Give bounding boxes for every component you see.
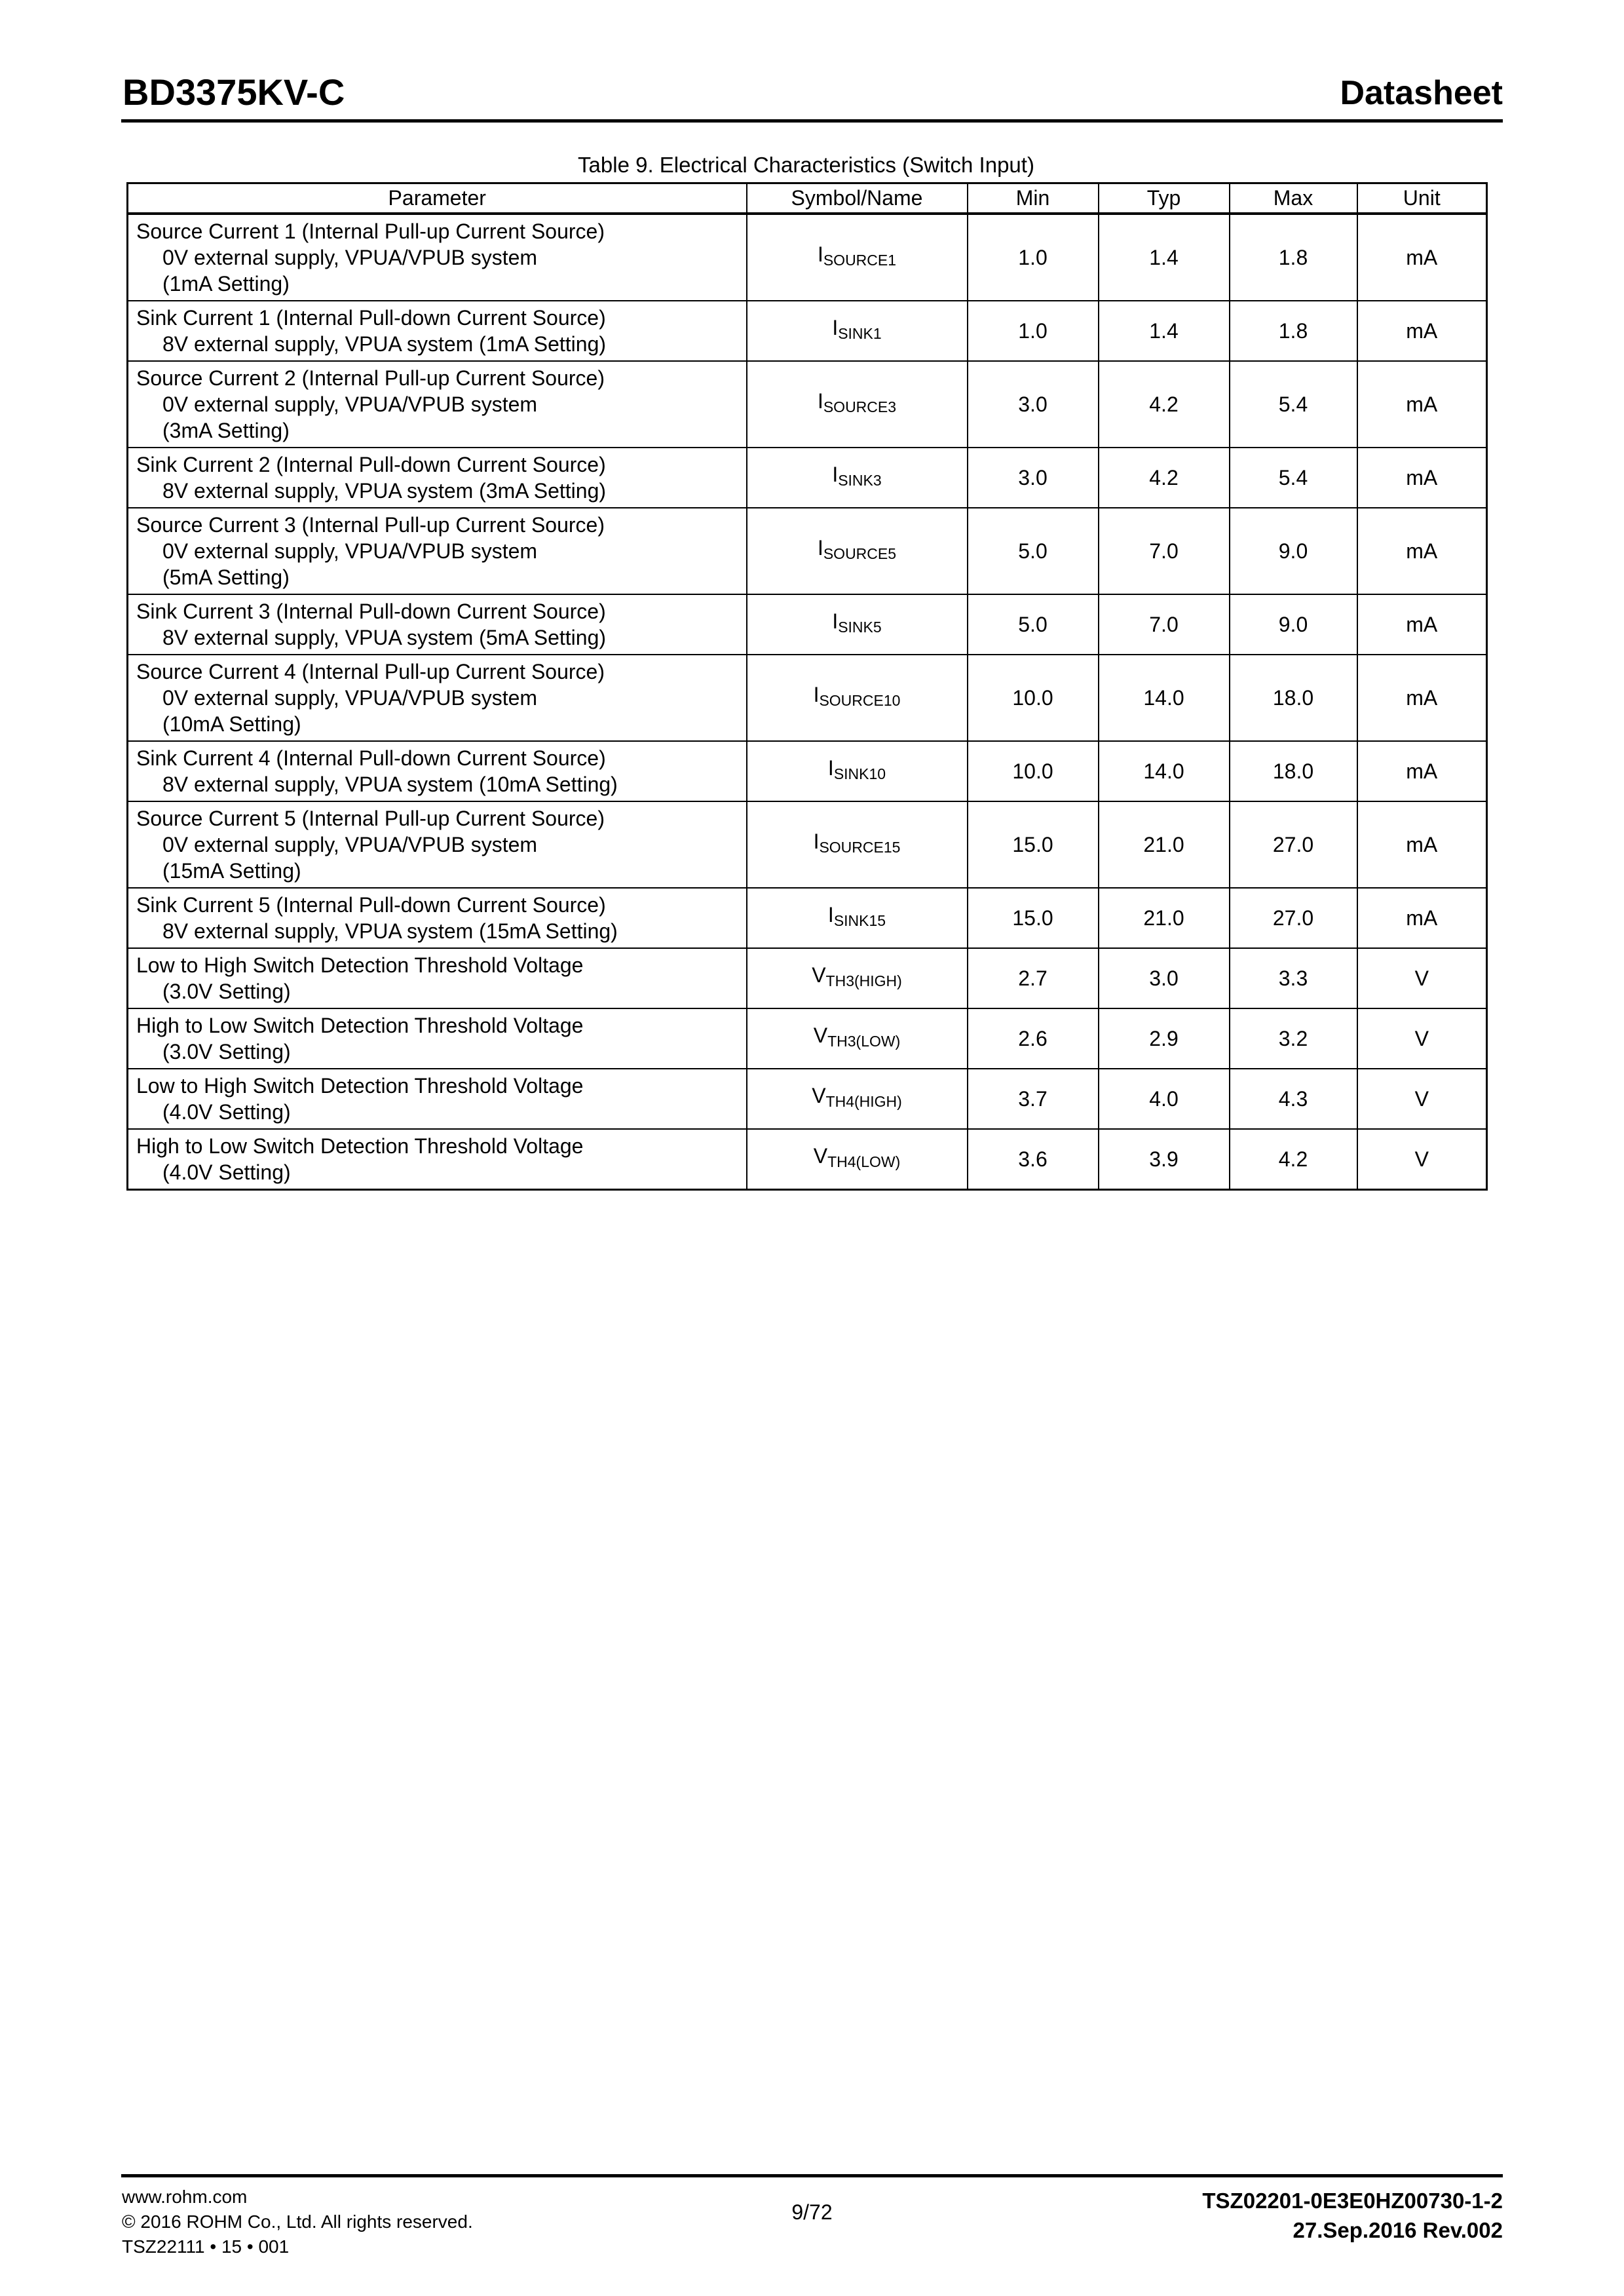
symbol-base: I: [813, 830, 820, 853]
symbol-subscript: SOURCE5: [823, 545, 897, 562]
typ-cell: 14.0: [1099, 741, 1230, 801]
symbol-cell: [747, 1008, 968, 1069]
symbol-base: I: [813, 683, 820, 706]
parameter-line: 0V external supply, VPUA/VPUB system: [162, 685, 538, 710]
min-cell: 5.0: [968, 594, 1099, 655]
footer-doc-code-right: TSZ02201-0E3E0HZ00730-1-2: [1202, 2189, 1503, 2213]
unit-cell: mA: [1357, 741, 1487, 801]
parameter-line: High to Low Switch Detection Threshold Voltage: [136, 1013, 584, 1037]
min-cell: 1.0: [968, 301, 1099, 361]
parameter-cell: [128, 1129, 747, 1190]
symbol-subscript: SOURCE10: [819, 692, 901, 709]
parameter-cell: [128, 1069, 747, 1129]
min-cell: 1.0: [968, 214, 1099, 301]
unit-cell: mA: [1357, 301, 1487, 361]
doc-type-label: Datasheet: [1340, 74, 1503, 112]
max-cell: 27.0: [1230, 888, 1357, 948]
parameter-cell: [128, 508, 747, 594]
unit-cell: mA: [1357, 594, 1487, 655]
page-number: 9/72: [791, 2200, 833, 2224]
symbol-subscript: SINK5: [838, 619, 882, 636]
col-header-min: Min: [968, 183, 1099, 214]
max-cell: 27.0: [1230, 801, 1357, 888]
min-cell: 15.0: [968, 888, 1099, 948]
table-row: [128, 801, 1487, 888]
parameter-cell: [128, 801, 747, 888]
typ-cell: 4.0: [1099, 1069, 1230, 1129]
symbol-base: V: [813, 1144, 828, 1168]
col-header-typ: Typ: [1099, 183, 1230, 214]
copyright-notice: © 2016 ROHM Co., Ltd. All rights reserved.: [122, 2211, 473, 2232]
symbol-subscript: SINK10: [833, 765, 886, 782]
parameter-line: Low to High Switch Detection Threshold Voltage: [136, 1073, 584, 1098]
max-cell: 4.3: [1230, 1069, 1357, 1129]
parameter-line: Source Current 1 (Internal Pull-up Current Source): [136, 219, 605, 243]
unit-cell: mA: [1357, 448, 1487, 508]
symbol-cell: [747, 214, 968, 301]
parameter-line: (10mA Setting): [162, 712, 301, 736]
typ-cell: 14.0: [1099, 655, 1230, 741]
min-cell: 5.0: [968, 508, 1099, 594]
parameter-cell: [128, 1008, 747, 1069]
symbol-subscript: SOURCE15: [819, 839, 901, 856]
symbol-base: V: [813, 1024, 828, 1047]
table-row: [128, 1069, 1487, 1129]
unit-cell: mA: [1357, 888, 1487, 948]
symbol-subscript: TH4(LOW): [827, 1153, 901, 1170]
unit-cell: V: [1357, 1069, 1487, 1129]
table-row: [128, 594, 1487, 655]
table-row: [128, 948, 1487, 1008]
typ-cell: 21.0: [1099, 801, 1230, 888]
symbol-cell: [747, 1069, 968, 1129]
parameter-cell: [128, 594, 747, 655]
symbol-cell: [747, 741, 968, 801]
min-cell: 10.0: [968, 655, 1099, 741]
typ-cell: 3.9: [1099, 1129, 1230, 1190]
footer-rule: [121, 2174, 1503, 2177]
table-row: [128, 888, 1487, 948]
min-cell: 3.6: [968, 1129, 1099, 1190]
typ-cell: 2.9: [1099, 1008, 1230, 1069]
parameter-line: Source Current 5 (Internal Pull-up Current Source): [136, 806, 605, 830]
parameter-line: 0V external supply, VPUA/VPUB system: [162, 539, 538, 563]
parameter-line: Sink Current 2 (Internal Pull-down Current Source): [136, 452, 606, 476]
symbol-cell: [747, 801, 968, 888]
table-row: [128, 361, 1487, 448]
max-cell: 18.0: [1230, 741, 1357, 801]
unit-cell: mA: [1357, 508, 1487, 594]
parameter-line: (3mA Setting): [162, 418, 290, 442]
parameter-line: Sink Current 3 (Internal Pull-down Current Source): [136, 599, 606, 623]
typ-cell: 1.4: [1099, 214, 1230, 301]
symbol-base: I: [827, 756, 834, 780]
col-header-max: Max: [1230, 183, 1357, 214]
max-cell: 18.0: [1230, 655, 1357, 741]
parameter-line: 0V external supply, VPUA/VPUB system: [162, 832, 538, 856]
typ-cell: 21.0: [1099, 888, 1230, 948]
symbol-base: I: [832, 609, 839, 633]
electrical-characteristics-section: [126, 152, 1486, 1191]
parameter-line: Sink Current 1 (Internal Pull-down Current Source): [136, 305, 606, 330]
table-row: [128, 214, 1487, 301]
table-row: [128, 508, 1487, 594]
unit-cell: mA: [1357, 801, 1487, 888]
table-header-row: [128, 183, 1487, 214]
parameter-line: 8V external supply, VPUA system (3mA Setting): [162, 478, 607, 503]
product-number: BD3375KV-C: [123, 71, 345, 113]
max-cell: 1.8: [1230, 301, 1357, 361]
symbol-base: I: [832, 463, 839, 486]
symbol-base: I: [832, 316, 839, 339]
parameter-line: Sink Current 4 (Internal Pull-down Current Source): [136, 746, 606, 770]
parameter-line: 8V external supply, VPUA system (15mA Setting): [162, 919, 618, 943]
unit-cell: mA: [1357, 655, 1487, 741]
table-row: [128, 1129, 1487, 1190]
symbol-cell: [747, 301, 968, 361]
max-cell: 9.0: [1230, 594, 1357, 655]
unit-cell: mA: [1357, 361, 1487, 448]
parameter-cell: [128, 741, 747, 801]
rohm-website: www.rohm.com: [122, 2187, 248, 2207]
symbol-cell: [747, 948, 968, 1008]
min-cell: 2.6: [968, 1008, 1099, 1069]
parameter-line: High to Low Switch Detection Threshold Voltage: [136, 1134, 584, 1158]
symbol-subscript: SINK3: [838, 472, 882, 489]
symbol-subscript: SOURCE1: [823, 252, 897, 269]
symbol-subscript: SOURCE3: [823, 398, 897, 415]
footer-revision: 27.Sep.2016 Rev.002: [1293, 2218, 1503, 2242]
symbol-subscript: SINK15: [833, 912, 886, 929]
footer-right-block: [1202, 2186, 1503, 2245]
min-cell: 3.7: [968, 1069, 1099, 1129]
col-header-unit: Unit: [1357, 183, 1487, 214]
table-row: [128, 301, 1487, 361]
parameter-cell: [128, 655, 747, 741]
parameter-line: Source Current 4 (Internal Pull-up Current Source): [136, 659, 605, 683]
max-cell: 4.2: [1230, 1129, 1357, 1190]
parameter-line: 8V external supply, VPUA system (10mA Setting): [162, 772, 618, 796]
parameter-line: (15mA Setting): [162, 858, 301, 883]
min-cell: 3.0: [968, 361, 1099, 448]
parameter-line: (4.0V Setting): [162, 1160, 291, 1184]
min-cell: 15.0: [968, 801, 1099, 888]
min-cell: 10.0: [968, 741, 1099, 801]
parameter-line: (3.0V Setting): [162, 979, 291, 1003]
table-row: [128, 741, 1487, 801]
min-cell: 3.0: [968, 448, 1099, 508]
symbol-subscript: TH4(HIGH): [825, 1093, 902, 1110]
parameter-cell: [128, 888, 747, 948]
typ-cell: 7.0: [1099, 508, 1230, 594]
parameter-line: Low to High Switch Detection Threshold Voltage: [136, 953, 584, 977]
symbol-cell: [747, 508, 968, 594]
parameter-line: 0V external supply, VPUA/VPUB system: [162, 245, 538, 269]
parameter-line: (5mA Setting): [162, 565, 290, 589]
typ-cell: 1.4: [1099, 301, 1230, 361]
max-cell: 5.4: [1230, 361, 1357, 448]
parameter-line: 8V external supply, VPUA system (1mA Setting): [162, 332, 607, 356]
symbol-base: I: [817, 536, 823, 560]
parameter-cell: [128, 448, 747, 508]
parameter-line: Source Current 2 (Internal Pull-up Current Source): [136, 366, 605, 390]
table-title: Table 9. Electrical Characteristics (Switch Input): [578, 153, 1034, 177]
table-row: [128, 448, 1487, 508]
parameter-line: 0V external supply, VPUA/VPUB system: [162, 392, 538, 416]
header-rule: [121, 119, 1503, 123]
unit-cell: V: [1357, 1008, 1487, 1069]
symbol-cell: [747, 361, 968, 448]
typ-cell: 4.2: [1099, 361, 1230, 448]
parameter-cell: [128, 301, 747, 361]
parameter-cell: [128, 948, 747, 1008]
max-cell: 3.3: [1230, 948, 1357, 1008]
max-cell: 9.0: [1230, 508, 1357, 594]
symbol-base: I: [817, 389, 823, 413]
symbol-cell: [747, 594, 968, 655]
typ-cell: 7.0: [1099, 594, 1230, 655]
symbol-cell: [747, 448, 968, 508]
parameter-line: (3.0V Setting): [162, 1039, 291, 1063]
parameter-line: (4.0V Setting): [162, 1100, 291, 1124]
col-header-parameter: Parameter: [128, 183, 747, 214]
parameter-line: Sink Current 5 (Internal Pull-down Current Source): [136, 892, 606, 917]
symbol-base: I: [817, 242, 823, 266]
footer-doc-code-left: TSZ22111 • 15 • 001: [122, 2236, 290, 2257]
symbol-base: V: [812, 1084, 826, 1107]
typ-cell: 3.0: [1099, 948, 1230, 1008]
symbol-base: I: [827, 903, 834, 927]
unit-cell: mA: [1357, 214, 1487, 301]
max-cell: 1.8: [1230, 214, 1357, 301]
symbol-subscript: TH3(HIGH): [825, 972, 902, 989]
symbol-subscript: SINK1: [838, 325, 882, 342]
parameter-line: (1mA Setting): [162, 271, 290, 296]
symbol-subscript: TH3(LOW): [827, 1033, 901, 1050]
max-cell: 5.4: [1230, 448, 1357, 508]
electrical-characteristics-table: [126, 182, 1488, 1191]
symbol-cell: [747, 1129, 968, 1190]
table-row: [128, 655, 1487, 741]
symbol-base: V: [812, 963, 826, 987]
parameter-line: 8V external supply, VPUA system (5mA Setting): [162, 625, 607, 649]
symbol-cell: [747, 655, 968, 741]
unit-cell: V: [1357, 948, 1487, 1008]
parameter-cell: [128, 214, 747, 301]
parameter-cell: [128, 361, 747, 448]
unit-cell: V: [1357, 1129, 1487, 1190]
parameter-line: Source Current 3 (Internal Pull-up Current Source): [136, 512, 605, 537]
symbol-cell: [747, 888, 968, 948]
col-header-symbol: Symbol/Name: [747, 183, 968, 214]
max-cell: 3.2: [1230, 1008, 1357, 1069]
min-cell: 2.7: [968, 948, 1099, 1008]
table-row: [128, 1008, 1487, 1069]
typ-cell: 4.2: [1099, 448, 1230, 508]
